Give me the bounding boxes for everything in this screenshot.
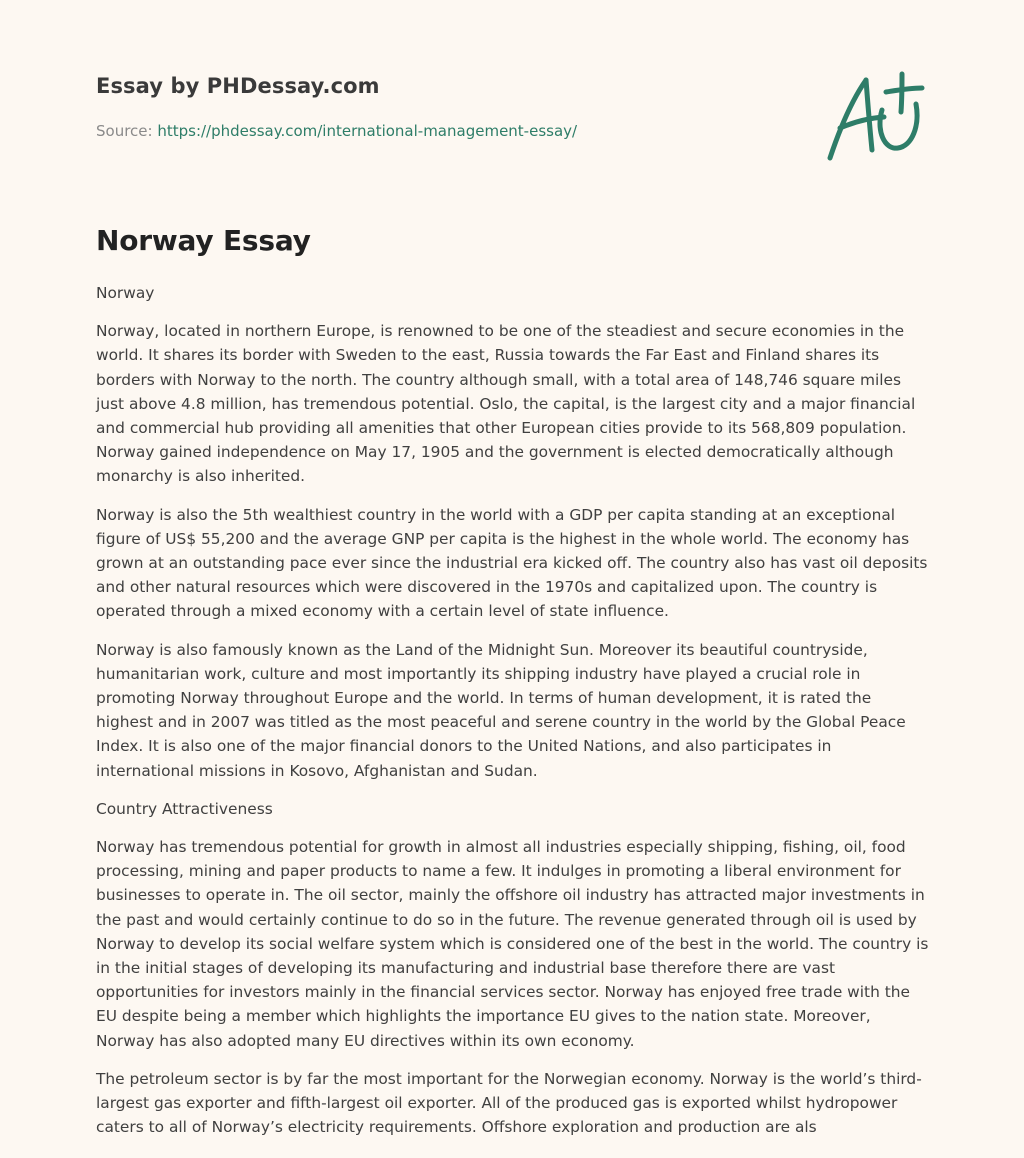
essay-body	[96, 224, 932, 1154]
source-line	[96, 122, 796, 140]
essay-title: Norway Essay	[96, 224, 311, 257]
paragraph-2: Norway is also the 5th wealthiest country in the world with a GDP per capita standing at an exceptional figure of US$ 55,200 and the average GNP per capita is the highest in the whole world. The economy has grown at an outstanding pace ever since the industrial era kicked off. The country also has vast oil deposits and other natural resources which were discovered in the 1970s and capitalized upon. The country is operated through a mixed economy with a certain level of state influence.	[96, 505, 928, 621]
essay-header	[96, 74, 796, 140]
source-link[interactable]: https://phdessay.com/international-management-essay/	[157, 122, 578, 140]
a-plus-grade-icon	[822, 68, 928, 164]
intro-heading: Norway	[96, 284, 155, 302]
paragraph-1: Norway, located in northern Europe, is renowned to be one of the steadiest and secure economies in the world. It shares its border with Sweden to the east, Russia towards the Far East and Finland shares its borders with Norway to the north. The country although small, with a total area of 148,746 square miles just above 4.8 million, has tremendous potential. Oslo, the capital, is the largest city and a major financial and commercial hub providing all amenities that other European cities provide to its 568,809 population. Norway gained independence on May 17, 1905 and the government is elected democratically although monarchy is also inherited.	[96, 322, 916, 486]
site-brand: Essay by PHDessay.com	[96, 74, 380, 98]
paragraph-3: Norway is also famously known as the Land of the Midnight Sun. Moreover its beautiful countryside, humanitarian work, culture and most importantly its shipping industry have played a crucial role in promoting Norway throughout Europe and the world. In terms of human development, it is rated the highest and in 2007 was titled as the most peaceful and serene country in the world by the Global Peace Index. It is also one of the major financial donors to the United Nations, and also participates in international missions in Kosovo, Afghanistan and Sudan.	[96, 640, 906, 780]
source-label: Source:	[96, 122, 158, 140]
paragraph-4: Norway has tremendous potential for growth in almost all industries especially shipping, fishing, oil, food processing, mining and paper products to name a few. It indulges in promoting a liberal environment for businesses to operate in. The oil sector, mainly the offshore oil industry has attracted major investments in the past and would certainly continue to do so in the future. The revenue generated through oil is used by Norway to develop its social welfare system which is considered one of the best in the world. The country is in the initial stages of developing its manufacturing and industrial base therefore there are vast opportunities for investors mainly in the financial services sector. Norway has enjoyed free trade with the EU despite being a member which highlights the importance EU gives to the nation state. Moreover, Norway has also adopted many EU directives within its own economy.	[96, 838, 929, 1050]
paragraph-5: The petroleum sector is by far the most important for the Norwegian economy. Norway is the world’s third-largest gas exporter and fifth-largest oil exporter. All of the produced gas is exported whilst hydropower caters to all of Norway’s electricity requirements. Offshore exploration and production are als	[96, 1069, 922, 1137]
section-heading: Country Attractiveness	[96, 799, 273, 818]
